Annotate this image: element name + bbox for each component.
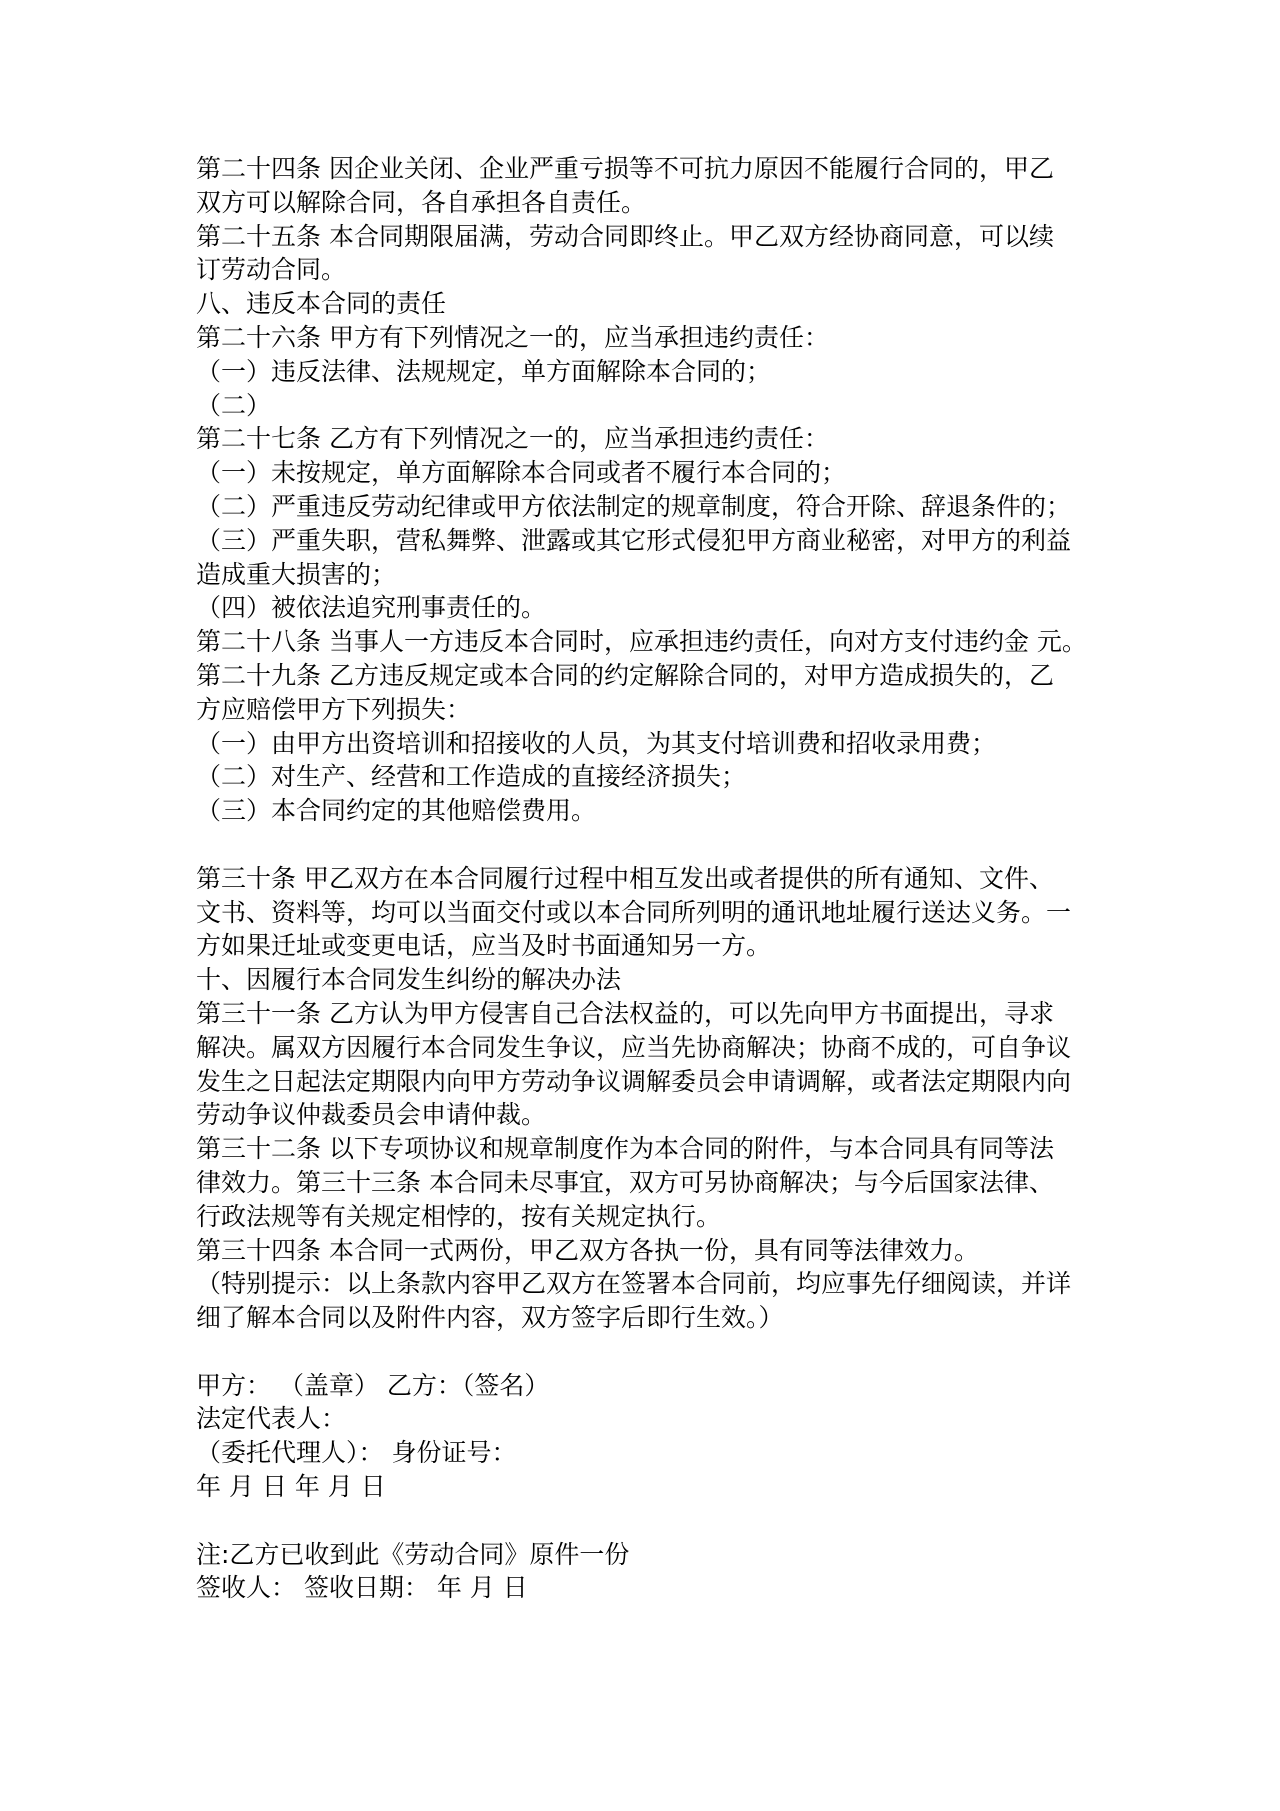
text-line: 第二十八条 当事人一方违反本合同时，应承担违约责任，向对方支付违约金 元。 [196,627,1087,657]
text-line: 十、因履行本合同发生纠纷的解决办法 [196,965,622,995]
text-line: 造成重大损害的； [196,559,397,589]
text-line: 八、违反本合同的责任 [196,289,447,319]
text-line: （二）严重违反劳动纪律或甲方依法制定的规章制度，符合开除、辞退条件的； [196,491,1072,521]
text-line: 发生之日起法定期限内向甲方劳动争议调解委员会申请调解，或者法定期限内向 [196,1066,1072,1096]
text-line: 律效力。第三十三条 本合同未尽事宜，双方可另协商解决；与今后国家法律、 [196,1167,1054,1197]
text-line: 第三十一条 乙方认为甲方侵害自己合法权益的，可以先向甲方书面提出，寻求 [196,998,1054,1028]
text-line: （三）本合同约定的其他赔偿费用。 [196,796,597,826]
text-line: 细了解本合同以及附件内容，双方签字后即行生效。） [196,1303,784,1333]
text-line: （四）被依法追究刑事责任的。 [196,593,547,623]
text-line: （特别提示：以上条款内容甲乙双方在签署本合同前，均应事先仔细阅读，并详 [196,1269,1072,1299]
document-body [196,152,1096,1605]
text-line: （二）对生产、经营和工作造成的直接经济损失； [196,762,747,792]
text-line: 解决。属双方因履行本合同发生争议，应当先协商解决；协商不成的，可自争议 [196,1032,1072,1062]
text-line: 文书、资料等，均可以当面交付或以本合同所列明的通讯地址履行送达义务。一 [196,897,1072,927]
blank-line [196,828,1096,862]
text-line: 第二十六条 甲方有下列情况之一的，应当承担违约责任： [196,322,829,352]
text-line: 第二十四条 因企业关闭、企业严重亏损等不可抗力原因不能履行合同的，甲乙 [196,154,1054,183]
text-line: （一）由甲方出资培训和招接收的人员，为其支付培训费和招收录用费； [196,728,997,758]
text-line: （一）未按规定，单方面解除本合同或者不履行本合同的； [196,458,847,488]
text-line: 第二十七条 乙方有下列情况之一的，应当承担违约责任： [196,424,829,454]
text-line: 年 月 日 年 月 日 [196,1472,386,1502]
text-line: 第二十五条 本合同期限届满，劳动合同即终止。甲乙双方经协商同意，可以续 [196,221,1054,251]
text-line: （一）违反法律、法规规定，单方面解除本合同的； [196,356,772,386]
text-line: 劳动争议仲裁委员会申请仲裁。 [196,1100,547,1130]
text-line: （委托代理人）： 身份证号： [196,1438,517,1468]
text-line: 第三十条 甲乙双方在本合同履行过程中相互发出或者提供的所有通知、文件、 [196,863,1054,893]
text-line: 第三十二条 以下专项协议和规章制度作为本合同的附件，与本合同具有同等法 [196,1134,1054,1164]
text-line: 方如果迁址或变更电话，应当及时书面通知另一方。 [196,931,772,961]
text-line: 双方可以解除合同，各自承担各自责任。 [196,187,647,217]
text-line: 第三十四条 本合同一式两份，甲乙双方各执一份，具有同等法律效力。 [196,1235,979,1265]
text-line: 订劳动合同。 [196,255,347,285]
text-line: 签收人： 签收日期： 年 月 日 [196,1573,528,1603]
text-line: 第二十九条 乙方违反规定或本合同的约定解除合同的，对甲方造成损失的，乙 [196,660,1054,690]
text-line: 行政法规等有关规定相悖的，按有关规定执行。 [196,1201,722,1231]
blank-line [196,1504,1096,1538]
text-line: 法定代表人： [196,1404,347,1434]
text-line: （三）严重失职，营私舞弊、泄露或其它形式侵犯甲方商业秘密，对甲方的利益 [196,525,1072,555]
text-line: 甲方： （盖章） 乙方：（签名） [196,1370,550,1400]
text-line: （二） [196,390,272,420]
text-line: 方应赔偿甲方下列损失： [196,694,472,724]
blank-line [196,1335,1096,1369]
text-line: 注:乙方已收到此《劳动合同》原件一份 [196,1539,630,1569]
